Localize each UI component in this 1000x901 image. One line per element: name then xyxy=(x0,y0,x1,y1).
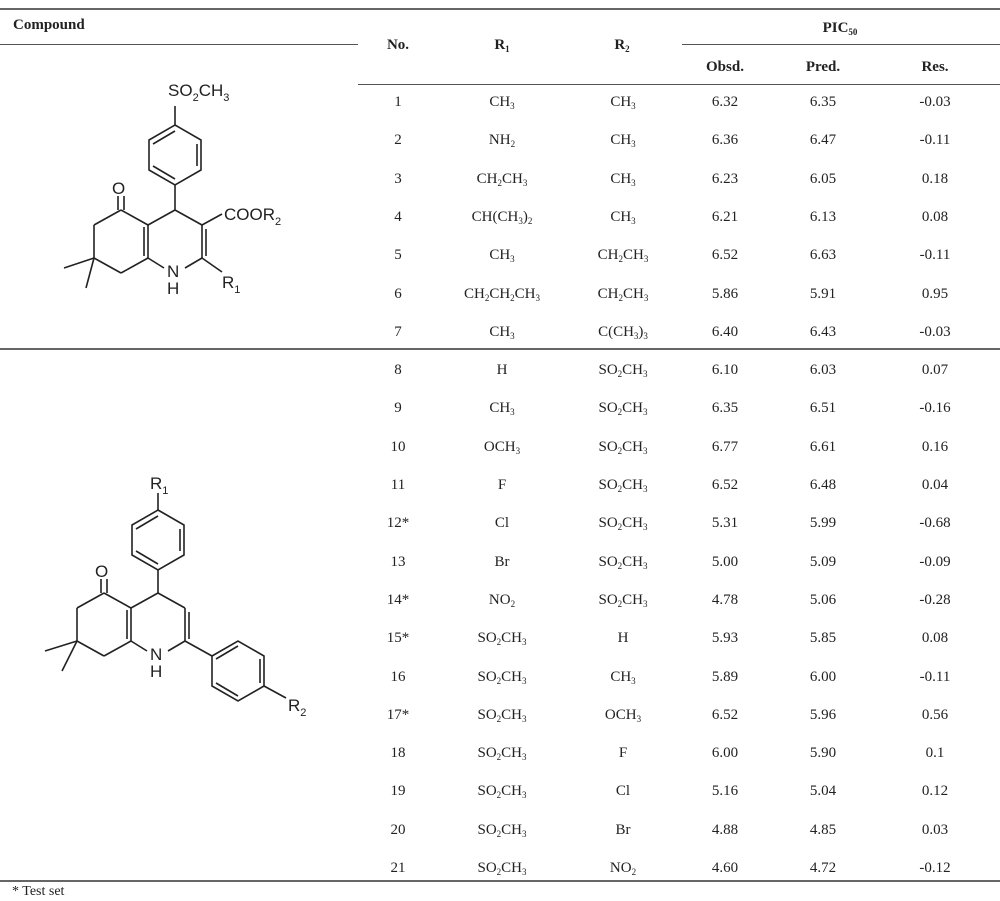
cell-pred: 6.35 xyxy=(809,94,837,110)
cell-r1: $SO_2CH_3$ xyxy=(477,860,527,877)
res-header: Res. xyxy=(921,59,949,75)
cell-res: -0.68 xyxy=(919,515,951,532)
table-top-rule xyxy=(0,8,1000,10)
footnote: * Test set xyxy=(12,884,65,899)
cell-r1: $SO_2CH_3$ xyxy=(477,821,527,839)
cell-obsd: 5.16 xyxy=(711,783,739,800)
cell-obsd: 5.31 xyxy=(711,515,739,532)
compound-header: Compound xyxy=(13,17,85,33)
s1-nitrogen: N xyxy=(167,262,180,281)
cell-r2: $SO_2CH_3$ xyxy=(598,438,648,456)
group-separator-rule xyxy=(0,348,1000,350)
cell-r2: $CH_2CH_3$ xyxy=(597,285,649,303)
cell-obsd: 6.21 xyxy=(711,208,739,225)
cell-r2: $CH_2CH_3$ xyxy=(597,247,649,265)
cell-pred: 6.47 xyxy=(809,132,837,149)
s2-nitrogen: N xyxy=(150,645,163,664)
cell-pred: 5.06 xyxy=(809,591,837,608)
cell-res: 0.16 xyxy=(921,438,949,455)
cell-pred: 6.05 xyxy=(809,170,837,187)
cell-res: 0.12 xyxy=(921,783,949,800)
cell-res: -0.03 xyxy=(919,94,951,110)
cell-no: 3 xyxy=(394,170,402,187)
cell-r2: $SO_2CH_3$ xyxy=(598,591,648,609)
cell-r2: F xyxy=(618,745,628,762)
cell-no: 21 xyxy=(390,860,406,876)
cell-res: -0.11 xyxy=(919,132,951,149)
cell-obsd: 4.60 xyxy=(711,860,739,876)
cell-r1: $CH_3$ xyxy=(489,94,515,111)
cell-pred: 6.13 xyxy=(809,208,837,225)
cell-r1: $SO_2CH_3$ xyxy=(477,783,527,801)
cell-obsd: 6.36 xyxy=(711,132,739,149)
cell-r1: $SO_2CH_3$ xyxy=(477,668,527,686)
compound-header-rule xyxy=(0,44,358,45)
cell-r1: H xyxy=(496,362,508,379)
cell-r2: $CH_3$ xyxy=(610,668,636,686)
cell-r2: $SO_2CH_3$ xyxy=(598,362,648,380)
cell-no: 6 xyxy=(394,285,402,302)
cell-r2: $SO_2CH_3$ xyxy=(598,553,648,571)
cell-r2: $NO_2$ xyxy=(609,860,637,877)
no-header: No. xyxy=(386,37,410,53)
table-bottom-rule xyxy=(0,880,1000,882)
cell-no: 4 xyxy=(394,208,402,225)
pic50-group-rule xyxy=(682,44,1000,45)
cell-r2: $OCH_3$ xyxy=(604,706,642,724)
cell-no: 9 xyxy=(394,400,402,417)
cell-r1: $CH_2CH_3$ xyxy=(476,170,528,188)
cell-pred: 6.61 xyxy=(809,438,837,455)
cell-obsd: 6.35 xyxy=(711,400,739,417)
cell-pred: 6.48 xyxy=(809,477,837,493)
r2-header: $R_2$ xyxy=(614,37,630,54)
cell-r1: $NH_2$ xyxy=(488,132,516,150)
cell-r1: Cl xyxy=(494,515,510,532)
pred-header: Pred. xyxy=(805,59,841,75)
structure-1-diagram xyxy=(0,70,360,330)
cell-res: -0.03 xyxy=(919,323,951,340)
cell-pred: 5.96 xyxy=(809,706,837,723)
cell-no: 12* xyxy=(386,515,410,532)
cell-r2: H xyxy=(617,630,629,647)
cell-obsd: 6.10 xyxy=(711,362,739,379)
s2-hydrogen: H xyxy=(150,662,163,681)
cell-obsd: 5.89 xyxy=(711,668,739,685)
pic50-header: $PIC_{50}$ xyxy=(822,20,858,37)
cell-res: 0.08 xyxy=(921,630,949,647)
cell-r1: $CH_2CH_2CH_3$ xyxy=(463,285,541,303)
cell-r1: Br xyxy=(494,553,510,570)
s2-oxygen: O xyxy=(95,562,109,581)
cell-res: 0.1 xyxy=(925,745,945,762)
cell-no: 13 xyxy=(390,553,406,570)
cell-r1: $SO_2CH_3$ xyxy=(477,706,527,724)
cell-res: 0.56 xyxy=(921,706,949,723)
cell-no: 18 xyxy=(390,745,406,762)
cell-pred: 5.04 xyxy=(809,783,837,800)
cell-no: 15* xyxy=(386,630,410,647)
cell-r2: $SO_2CH_3$ xyxy=(598,477,648,494)
s1-hydrogen: H xyxy=(167,279,180,298)
cell-obsd: 6.00 xyxy=(711,745,739,762)
cell-r2: $C(CH_3)_3$ xyxy=(598,323,648,341)
cell-res: -0.16 xyxy=(919,400,951,417)
s1-top-group: $SO_2CH_3$ xyxy=(168,81,230,104)
cell-r1: $CH_3$ xyxy=(489,400,515,418)
cell-res: -0.11 xyxy=(919,668,951,685)
cell-r2: $SO_2CH_3$ xyxy=(598,515,648,533)
cell-r2: $SO_2CH_3$ xyxy=(598,400,648,418)
cell-obsd: 4.78 xyxy=(711,591,739,608)
cell-r1: $SO_2CH_3$ xyxy=(477,745,527,763)
cell-res: 0.08 xyxy=(921,208,949,225)
cell-no: 14* xyxy=(386,591,410,608)
cell-r1: $CH(CH_3)_2$ xyxy=(471,208,533,226)
cell-r1: $CH_3$ xyxy=(489,247,515,265)
cell-obsd: 5.86 xyxy=(711,285,739,302)
cell-r1: $SO_2CH_3$ xyxy=(477,630,527,648)
cell-res: 0.03 xyxy=(921,821,949,838)
cell-pred: 5.85 xyxy=(809,630,837,647)
s1-r1: $R_1$ xyxy=(222,273,241,296)
cell-res: 0.18 xyxy=(921,170,949,187)
cell-res: -0.12 xyxy=(919,860,951,876)
cell-obsd: 6.32 xyxy=(711,94,739,110)
cell-res: 0.07 xyxy=(921,362,949,379)
cell-pred: 6.43 xyxy=(809,323,837,340)
cell-pred: 4.72 xyxy=(809,860,837,876)
cell-obsd: 6.52 xyxy=(711,477,739,493)
cell-r1: $CH_3$ xyxy=(489,323,515,341)
cell-res: -0.28 xyxy=(919,591,951,608)
cell-obsd: 6.52 xyxy=(711,247,739,264)
cell-pred: 5.99 xyxy=(809,515,837,532)
s1-oxygen: O xyxy=(112,179,126,198)
cell-obsd: 6.40 xyxy=(711,323,739,340)
cell-no: 5 xyxy=(394,247,402,264)
cell-no: 8 xyxy=(394,362,402,379)
cell-r2: Br xyxy=(615,821,631,838)
cell-pred: 5.91 xyxy=(809,285,837,302)
cell-r2: $CH_3$ xyxy=(610,208,636,226)
cell-no: 2 xyxy=(394,132,402,149)
cell-r2: $CH_3$ xyxy=(610,132,636,150)
cell-r2: $CH_3$ xyxy=(610,170,636,188)
cell-r1: $NO_2$ xyxy=(488,591,516,609)
cell-obsd: 4.88 xyxy=(711,821,739,838)
cell-no: 17* xyxy=(386,706,410,723)
cell-r1: F xyxy=(497,477,507,493)
cell-pred: 5.90 xyxy=(809,745,837,762)
cell-res: -0.09 xyxy=(919,553,951,570)
obsd-header: Obsd. xyxy=(706,59,744,75)
cell-res: 0.95 xyxy=(921,285,949,302)
s2-r1: $R_1$ xyxy=(150,474,169,497)
cell-obsd: 6.52 xyxy=(711,706,739,723)
cell-obsd: 5.00 xyxy=(711,553,739,570)
cell-res: 0.04 xyxy=(921,477,949,493)
cell-pred: 6.00 xyxy=(809,668,837,685)
cell-r1: $OCH_3$ xyxy=(483,438,521,456)
cell-pred: 6.03 xyxy=(809,362,837,379)
structure-2-diagram xyxy=(0,465,360,765)
cell-pred: 5.09 xyxy=(809,553,837,570)
cell-no: 1 xyxy=(394,94,402,110)
cell-pred: 4.85 xyxy=(809,821,837,838)
cell-obsd: 5.93 xyxy=(711,630,739,647)
r1-header: $R_1$ xyxy=(494,37,510,54)
cell-no: 11 xyxy=(390,477,406,493)
cell-pred: 6.51 xyxy=(809,400,837,417)
s2-r2: $R_2$ xyxy=(288,696,307,719)
cell-res: -0.11 xyxy=(919,247,951,264)
cell-no: 20 xyxy=(390,821,406,838)
cell-no: 19 xyxy=(390,783,406,800)
s1-ester: $COOR_2$ xyxy=(224,205,282,228)
cell-r2: Cl xyxy=(615,783,631,800)
cell-no: 16 xyxy=(390,668,406,685)
cell-r2: $CH_3$ xyxy=(610,94,636,111)
cell-pred: 6.63 xyxy=(809,247,837,264)
cell-obsd: 6.23 xyxy=(711,170,739,187)
header-bottom-rule xyxy=(358,84,1000,85)
cell-no: 10 xyxy=(390,438,406,455)
cell-obsd: 6.77 xyxy=(711,438,739,455)
cell-no: 7 xyxy=(394,323,402,340)
